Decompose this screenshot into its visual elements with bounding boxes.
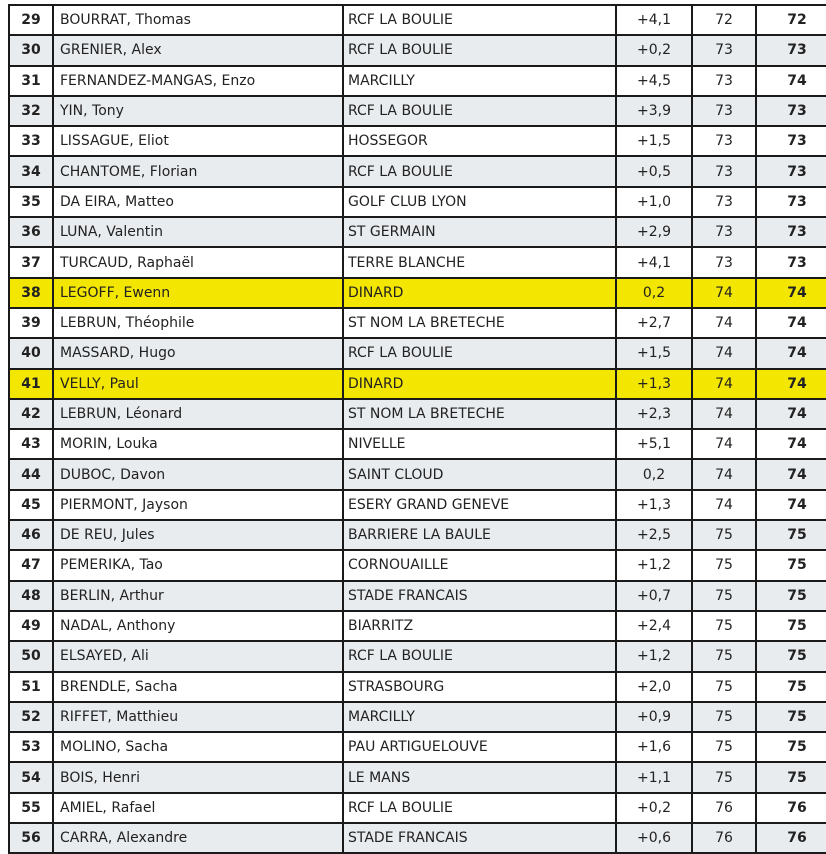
club-cell: RCF LA BOULIE [343,793,616,823]
club-cell: MARCILLY [343,66,616,96]
player-name-cell: CARRA, Alexandre [53,823,343,853]
total-cell: 73 [756,187,826,217]
handicap-cell: +1,3 [616,490,692,520]
rank-cell: 44 [9,459,53,489]
club-cell: HOSSEGOR [343,126,616,156]
total-cell: 74 [756,459,826,489]
player-name-cell: BOURRAT, Thomas [53,5,343,35]
total-cell: 75 [756,611,826,641]
handicap-cell: +2,9 [616,217,692,247]
total-cell: 75 [756,550,826,580]
score-cell: 75 [692,702,756,732]
score-cell: 74 [692,429,756,459]
club-cell: RCF LA BOULIE [343,156,616,186]
rank-cell: 54 [9,762,53,792]
table-row [9,429,826,459]
total-cell: 75 [756,641,826,671]
table-row [9,611,826,641]
score-cell: 73 [692,156,756,186]
score-cell: 73 [692,187,756,217]
club-cell: GOLF CLUB LYON [343,187,616,217]
score-cell: 75 [692,672,756,702]
player-name-cell: DA EIRA, Matteo [53,187,343,217]
handicap-cell: +1,5 [616,126,692,156]
rank-cell: 40 [9,338,53,368]
club-cell: STADE FRANCAIS [343,581,616,611]
total-cell: 76 [756,793,826,823]
table-row [9,581,826,611]
handicap-cell: +3,9 [616,96,692,126]
player-name-cell: MORIN, Louka [53,429,343,459]
player-name-cell: GRENIER, Alex [53,35,343,65]
total-cell: 73 [756,217,826,247]
total-cell: 74 [756,429,826,459]
player-name-cell: BERLIN, Arthur [53,581,343,611]
club-cell: LE MANS [343,762,616,792]
table-row [9,399,826,429]
rank-cell: 36 [9,217,53,247]
table-row [9,5,826,35]
score-cell: 76 [692,823,756,853]
rank-cell: 45 [9,490,53,520]
total-cell: 75 [756,581,826,611]
player-name-cell: NADAL, Anthony [53,611,343,641]
total-cell: 74 [756,338,826,368]
total-cell: 74 [756,490,826,520]
score-cell: 74 [692,399,756,429]
table-row [9,459,826,489]
handicap-cell: 0,2 [616,459,692,489]
player-name-cell: MOLINO, Sacha [53,732,343,762]
club-cell: PAU ARTIGUELOUVE [343,732,616,762]
results-body [9,5,826,853]
rank-cell: 49 [9,611,53,641]
score-cell: 75 [692,520,756,550]
table-row [9,732,826,762]
player-name-cell: LEBRUN, Léonard [53,399,343,429]
table-row [9,66,826,96]
player-name-cell: PEMERIKA, Tao [53,550,343,580]
handicap-cell: +5,1 [616,429,692,459]
player-name-cell: LISSAGUE, Eliot [53,126,343,156]
rank-cell: 46 [9,520,53,550]
total-cell: 74 [756,308,826,338]
club-cell: ST NOM LA BRETECHE [343,399,616,429]
club-cell: DINARD [343,278,616,308]
player-name-cell: CHANTOME, Florian [53,156,343,186]
total-cell: 74 [756,278,826,308]
handicap-cell: +2,7 [616,308,692,338]
player-name-cell: DE REU, Jules [53,520,343,550]
rank-cell: 33 [9,126,53,156]
rank-cell: 42 [9,399,53,429]
rank-cell: 39 [9,308,53,338]
club-cell: RCF LA BOULIE [343,35,616,65]
score-cell: 74 [692,490,756,520]
club-cell: RCF LA BOULIE [343,96,616,126]
club-cell: ESERY GRAND GENEVE [343,490,616,520]
table-row [9,641,826,671]
club-cell: MARCILLY [343,702,616,732]
table-row [9,793,826,823]
player-name-cell: LEBRUN, Théophile [53,308,343,338]
score-cell: 75 [692,611,756,641]
score-cell: 73 [692,66,756,96]
score-cell: 75 [692,732,756,762]
rank-cell: 41 [9,369,53,399]
player-name-cell: FERNANDEZ-MANGAS, Enzo [53,66,343,96]
table-row [9,338,826,368]
handicap-cell: +1,6 [616,732,692,762]
handicap-cell: +2,4 [616,611,692,641]
player-name-cell: DUBOC, Davon [53,459,343,489]
club-cell: DINARD [343,369,616,399]
total-cell: 74 [756,369,826,399]
club-cell: ST NOM LA BRETECHE [343,308,616,338]
handicap-cell: +1,1 [616,762,692,792]
player-name-cell: BOIS, Henri [53,762,343,792]
rank-cell: 37 [9,247,53,277]
total-cell: 75 [756,762,826,792]
rank-cell: 35 [9,187,53,217]
total-cell: 72 [756,5,826,35]
player-name-cell: VELLY, Paul [53,369,343,399]
handicap-cell: +4,1 [616,247,692,277]
club-cell: NIVELLE [343,429,616,459]
table-row [9,126,826,156]
rank-cell: 34 [9,156,53,186]
rank-cell: 50 [9,641,53,671]
total-cell: 75 [756,702,826,732]
table-row [9,217,826,247]
handicap-cell: +0,7 [616,581,692,611]
handicap-cell: +2,5 [616,520,692,550]
score-cell: 75 [692,762,756,792]
rank-cell: 29 [9,5,53,35]
rank-cell: 32 [9,96,53,126]
table-row [9,520,826,550]
club-cell: RCF LA BOULIE [343,641,616,671]
table-row [9,490,826,520]
handicap-cell: +0,2 [616,35,692,65]
player-name-cell: ELSAYED, Ali [53,641,343,671]
total-cell: 73 [756,247,826,277]
total-cell: 75 [756,520,826,550]
score-cell: 73 [692,35,756,65]
score-cell: 76 [692,793,756,823]
handicap-cell: +2,0 [616,672,692,702]
rank-cell: 43 [9,429,53,459]
total-cell: 75 [756,732,826,762]
rank-cell: 56 [9,823,53,853]
rank-cell: 51 [9,672,53,702]
handicap-cell: +1,2 [616,550,692,580]
table-row [9,35,826,65]
club-cell: RCF LA BOULIE [343,338,616,368]
club-cell: TERRE BLANCHE [343,247,616,277]
score-cell: 73 [692,96,756,126]
score-cell: 72 [692,5,756,35]
total-cell: 74 [756,399,826,429]
player-name-cell: LEGOFF, Ewenn [53,278,343,308]
club-cell: BIARRITZ [343,611,616,641]
score-cell: 73 [692,126,756,156]
club-cell: RCF LA BOULIE [343,5,616,35]
handicap-cell: +2,3 [616,399,692,429]
score-cell: 74 [692,459,756,489]
total-cell: 76 [756,823,826,853]
club-cell: CORNOUAILLE [343,550,616,580]
total-cell: 73 [756,35,826,65]
club-cell: STRASBOURG [343,672,616,702]
table-row [9,308,826,338]
player-name-cell: TURCAUD, Raphaël [53,247,343,277]
club-cell: BARRIERE LA BAULE [343,520,616,550]
score-cell: 74 [692,338,756,368]
club-cell: ST GERMAIN [343,217,616,247]
handicap-cell: +1,2 [616,641,692,671]
total-cell: 74 [756,66,826,96]
handicap-cell: +0,9 [616,702,692,732]
handicap-cell: +1,3 [616,369,692,399]
table-row [9,187,826,217]
player-name-cell: PIERMONT, Jayson [53,490,343,520]
player-name-cell: MASSARD, Hugo [53,338,343,368]
rank-cell: 53 [9,732,53,762]
score-cell: 75 [692,581,756,611]
score-cell: 74 [692,369,756,399]
club-cell: SAINT CLOUD [343,459,616,489]
rank-cell: 55 [9,793,53,823]
score-cell: 73 [692,247,756,277]
club-cell: STADE FRANCAIS [343,823,616,853]
player-name-cell: AMIEL, Rafael [53,793,343,823]
rank-cell: 31 [9,66,53,96]
player-name-cell: YIN, Tony [53,96,343,126]
total-cell: 73 [756,126,826,156]
handicap-cell: +0,6 [616,823,692,853]
player-name-cell: BRENDLE, Sacha [53,672,343,702]
table-row-highlighted [9,278,826,308]
table-row [9,96,826,126]
table-row [9,247,826,277]
rank-cell: 47 [9,550,53,580]
rank-cell: 48 [9,581,53,611]
table-row [9,762,826,792]
handicap-cell: +0,2 [616,793,692,823]
player-name-cell: RIFFET, Matthieu [53,702,343,732]
handicap-cell: 0,2 [616,278,692,308]
table-row [9,702,826,732]
table-row [9,672,826,702]
table-row [9,156,826,186]
handicap-cell: +1,5 [616,338,692,368]
rank-cell: 38 [9,278,53,308]
rank-cell: 30 [9,35,53,65]
total-cell: 75 [756,672,826,702]
total-cell: 73 [756,96,826,126]
table-row [9,823,826,853]
player-name-cell: LUNA, Valentin [53,217,343,247]
results-table [8,4,826,854]
handicap-cell: +4,5 [616,66,692,96]
score-cell: 73 [692,217,756,247]
total-cell: 73 [756,156,826,186]
table-row [9,550,826,580]
score-cell: 74 [692,308,756,338]
handicap-cell: +4,1 [616,5,692,35]
table-row-highlighted [9,369,826,399]
rank-cell: 52 [9,702,53,732]
score-cell: 75 [692,550,756,580]
handicap-cell: +1,0 [616,187,692,217]
score-cell: 74 [692,278,756,308]
handicap-cell: +0,5 [616,156,692,186]
score-cell: 75 [692,641,756,671]
